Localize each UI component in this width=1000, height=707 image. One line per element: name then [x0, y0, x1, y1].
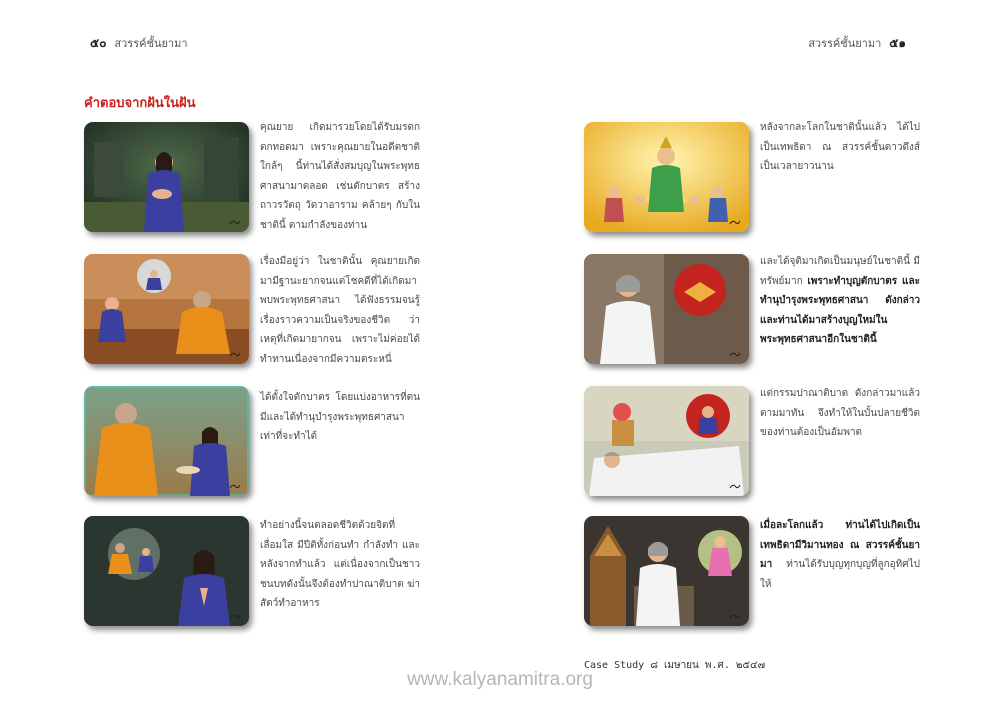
artist-signature-icon: [729, 482, 741, 490]
artist-signature-icon: [229, 612, 241, 620]
caption-8: [760, 516, 920, 594]
right-page-number: ๕๑: [889, 36, 906, 50]
illustration-alms-offering: [84, 386, 249, 496]
website-watermark[interactable]: www.kalyanamitra.org: [407, 669, 593, 690]
caption-2: เรื่องมีอยู่ว่า ในชาตินั้น คุณยายเกิดมามีฐานะยากจนแต่โชคดีที่ได้เกิดมาพบพระพุทธศาสนา ได้ฟังธรรมจนรู้เรื่องราวความเป็นจริงของชีวิต ว่าเหตุที่เกิดมายากจน เพราะไม่ค่อยได้ทำทานเนื่องจากมีความตระหนี่: [260, 256, 420, 365]
left-page-title: สวรรค์ชั้นยามา: [114, 37, 188, 50]
illustration-paralysis-in-bed: [584, 386, 749, 496]
illustration-devotion-throughout-life: [84, 516, 249, 626]
caption-6-bold: เพราะทำบุญตักบาตร และทำนุบำรุงพระพุทธศาสนา ดังกล่าว และท่านได้มาสร้างบุญใหม่ในพระพุทธศาสนาอีกในชาตินี้: [760, 275, 921, 345]
left-page-header: [82, 34, 188, 53]
illustration-yama-heaven-goddess: [584, 516, 749, 626]
artist-signature-icon: [729, 612, 741, 620]
caption-4: ทำอย่างนี้จนตลอดชีวิตด้วยจิตที่เลื่อมใส มีปีติทั้งก่อนทำ กำลังทำ และหลังจากทำแล้ว แต่เนื่องจากเป็นชาวชนบทดังนั้นจึงต้องทำปาณาติบาต ฆ่าสัตว์ทำอาหาร: [260, 520, 420, 609]
caption-8-plain: ท่านได้รับบุญทุกบุญที่ลูกอุทิศไปให้: [760, 559, 920, 590]
artist-signature-icon: [229, 482, 241, 490]
illustration-reborn-wealthy: [584, 254, 749, 364]
illustration-tavatimsa-goddess: [584, 122, 749, 232]
section-title: คำตอบจากฝันในฝัน: [84, 96, 196, 111]
left-page-number: ๕๐: [90, 36, 107, 50]
artist-signature-icon: [229, 218, 241, 226]
illustration-grandmother-wealthy: [84, 122, 249, 232]
caption-5: หลังจากละโลกในชาตินั้นแล้ว ได้ไปเป็นเทพธิดา ณ สวรรค์ชั้นดาวดึงส์ เป็นเวลายาวนาน: [760, 122, 920, 172]
right-page-title: สวรรค์ชั้นยามา: [808, 37, 882, 50]
artist-signature-icon: [729, 218, 741, 226]
caption-6-plain: และได้จุติมาเกิดเป็นมนุษย์ในชาตินี้ มีทรัพย์มาก: [760, 256, 920, 287]
artist-signature-icon: [229, 350, 241, 358]
artist-signature-icon: [729, 350, 741, 358]
caption-7: แต่กรรมปาณาติบาต ดังกล่าวมาแล้วตามมาทัน จึงทำให้ในบั้นปลายชีวิตของท่านต้องเป็นอัมพาต: [760, 388, 920, 438]
right-page-header: [808, 34, 914, 53]
caption-3: ได้ตั้งใจตักบาตร โดยแบ่งอาหารที่ตนมีและได้ทำนุบำรุงพระพุทธศาสนาเท่าที่จะทำได้: [260, 392, 420, 442]
caption-8-bold: เมื่อละโลกแล้ว ท่านได้ไปเกิดเป็นเทพธิดามีวิมานทอง ณ สวรรค์ชั้นยามา: [760, 520, 920, 570]
case-study-footer: Case Study ๘ เมษายน พ.ศ. ๒๕๔๗: [584, 660, 766, 671]
illustration-poor-woman-hears-dhamma: [84, 254, 249, 364]
caption-1: คุณยาย เกิดมารวยโดยได้รับมรดกตกทอดมา เพราะคุณยายในอดีตชาติใกล้ๆ นี้ท่านได้สั่งสมบุญในพระพุทธศาสนามาตลอด เช่นตักบาตร สร้างถาวรวัตถุ วัดวาอาราม คล้ายๆ กับในชาตินี้ ตามกำลังของท่าน: [260, 122, 420, 231]
caption-6: [760, 252, 920, 350]
